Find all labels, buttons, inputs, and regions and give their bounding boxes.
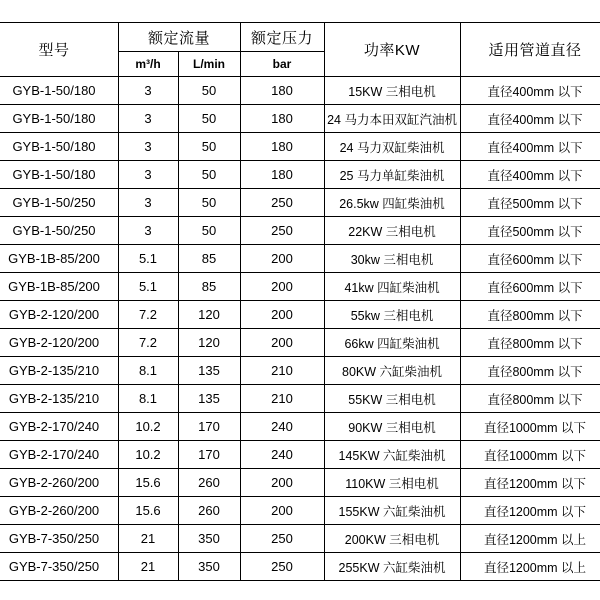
cell-flow-m3h: 8.1 [118, 385, 178, 413]
cell-diameter: 直径800mm 以下 [460, 301, 600, 329]
cell-flow-lmin: 260 [178, 497, 240, 525]
cell-model: GYB-1-50/180 [0, 77, 118, 105]
cell-flow-lmin: 85 [178, 245, 240, 273]
cell-flow-lmin: 170 [178, 413, 240, 441]
cell-diameter: 直径800mm 以下 [460, 329, 600, 357]
table-row [0, 385, 600, 413]
cell-pressure: 180 [240, 161, 324, 189]
cell-power: 110KW 三相电机 [324, 469, 460, 497]
cell-flow-lmin: 350 [178, 525, 240, 553]
table-row [0, 217, 600, 245]
cell-flow-lmin: 120 [178, 301, 240, 329]
cell-flow-lmin: 350 [178, 553, 240, 581]
cell-flow-m3h: 7.2 [118, 329, 178, 357]
header-power: 功率KW [324, 23, 460, 77]
cell-flow-m3h: 21 [118, 525, 178, 553]
cell-pressure: 250 [240, 217, 324, 245]
cell-flow-lmin: 50 [178, 105, 240, 133]
cell-power: 66kw 四缸柴油机 [324, 329, 460, 357]
table-row [0, 497, 600, 525]
table-row [0, 273, 600, 301]
cell-power: 22KW 三相电机 [324, 217, 460, 245]
cell-model: GYB-2-135/210 [0, 385, 118, 413]
cell-model: GYB-2-170/240 [0, 441, 118, 469]
header-flow: 额定流量 [118, 23, 240, 52]
cell-flow-m3h: 7.2 [118, 301, 178, 329]
cell-pressure: 250 [240, 525, 324, 553]
header-row-primary [0, 23, 600, 52]
table-row [0, 161, 600, 189]
cell-flow-lmin: 50 [178, 77, 240, 105]
cell-flow-m3h: 3 [118, 217, 178, 245]
cell-diameter: 直径400mm 以下 [460, 161, 600, 189]
cell-power: 55kw 三相电机 [324, 301, 460, 329]
cell-flow-lmin: 50 [178, 217, 240, 245]
table-body [0, 77, 600, 581]
cell-power: 155KW 六缸柴油机 [324, 497, 460, 525]
cell-model: GYB-2-135/210 [0, 357, 118, 385]
cell-power: 55KW 三相电机 [324, 385, 460, 413]
cell-power: 24 马力本田双缸汽油机 [324, 105, 460, 133]
cell-model: GYB-2-170/240 [0, 413, 118, 441]
cell-diameter: 直径400mm 以下 [460, 77, 600, 105]
cell-diameter: 直径600mm 以下 [460, 273, 600, 301]
cell-pressure: 240 [240, 413, 324, 441]
table-row [0, 245, 600, 273]
cell-diameter: 直径1000mm 以下 [460, 413, 600, 441]
cell-diameter: 直径500mm 以下 [460, 189, 600, 217]
cell-diameter: 直径400mm 以下 [460, 133, 600, 161]
cell-pressure: 210 [240, 357, 324, 385]
cell-flow-m3h: 3 [118, 161, 178, 189]
cell-model: GYB-1-50/180 [0, 105, 118, 133]
cell-power: 24 马力双缸柴油机 [324, 133, 460, 161]
cell-pressure: 180 [240, 105, 324, 133]
cell-flow-m3h: 8.1 [118, 357, 178, 385]
cell-model: GYB-7-350/250 [0, 525, 118, 553]
cell-model: GYB-1-50/250 [0, 189, 118, 217]
table-row [0, 189, 600, 217]
cell-flow-lmin: 135 [178, 385, 240, 413]
cell-diameter: 直径1200mm 以下 [460, 469, 600, 497]
cell-diameter: 直径800mm 以下 [460, 357, 600, 385]
cell-flow-m3h: 3 [118, 189, 178, 217]
cell-power: 30kw 三相电机 [324, 245, 460, 273]
specification-table [0, 22, 600, 581]
table-row [0, 329, 600, 357]
table-row [0, 357, 600, 385]
cell-flow-lmin: 260 [178, 469, 240, 497]
cell-model: GYB-2-120/200 [0, 301, 118, 329]
table-row [0, 413, 600, 441]
cell-model: GYB-2-120/200 [0, 329, 118, 357]
cell-flow-lmin: 50 [178, 161, 240, 189]
cell-model: GYB-7-350/250 [0, 553, 118, 581]
cell-flow-m3h: 3 [118, 105, 178, 133]
cell-pressure: 200 [240, 497, 324, 525]
cell-diameter: 直径400mm 以下 [460, 105, 600, 133]
cell-model: GYB-2-260/200 [0, 469, 118, 497]
header-diameter: 适用管道直径 [460, 23, 600, 77]
cell-power: 15KW 三相电机 [324, 77, 460, 105]
table-header [0, 23, 600, 77]
header-pressure-unit: bar [240, 52, 324, 77]
cell-pressure: 200 [240, 329, 324, 357]
cell-pressure: 180 [240, 133, 324, 161]
cell-power: 41kw 四缸柴油机 [324, 273, 460, 301]
table-row [0, 441, 600, 469]
cell-diameter: 直径800mm 以下 [460, 385, 600, 413]
cell-flow-m3h: 5.1 [118, 273, 178, 301]
cell-pressure: 200 [240, 273, 324, 301]
cell-pressure: 250 [240, 189, 324, 217]
cell-diameter: 直径500mm 以下 [460, 217, 600, 245]
cell-diameter: 直径1200mm 以下 [460, 497, 600, 525]
cell-power: 255KW 六缸柴油机 [324, 553, 460, 581]
table-row [0, 77, 600, 105]
cell-power: 200KW 三相电机 [324, 525, 460, 553]
cell-diameter: 直径1200mm 以上 [460, 553, 600, 581]
cell-flow-lmin: 120 [178, 329, 240, 357]
cell-power: 145KW 六缸柴油机 [324, 441, 460, 469]
table-row [0, 553, 600, 581]
cell-model: GYB-1B-85/200 [0, 273, 118, 301]
cell-flow-m3h: 10.2 [118, 413, 178, 441]
header-flow-m3h: m³/h [118, 52, 178, 77]
header-flow-lmin: L/min [178, 52, 240, 77]
cell-flow-lmin: 85 [178, 273, 240, 301]
table-row [0, 133, 600, 161]
cell-pressure: 210 [240, 385, 324, 413]
cell-flow-m3h: 21 [118, 553, 178, 581]
cell-model: GYB-2-260/200 [0, 497, 118, 525]
cell-flow-lmin: 135 [178, 357, 240, 385]
cell-pressure: 250 [240, 553, 324, 581]
header-model: 型号 [0, 23, 118, 77]
cell-pressure: 180 [240, 77, 324, 105]
cell-diameter: 直径600mm 以下 [460, 245, 600, 273]
cell-pressure: 240 [240, 441, 324, 469]
cell-power: 26.5kw 四缸柴油机 [324, 189, 460, 217]
cell-flow-m3h: 15.6 [118, 469, 178, 497]
table-row [0, 525, 600, 553]
table-row [0, 469, 600, 497]
cell-flow-lmin: 50 [178, 189, 240, 217]
cell-model: GYB-1-50/250 [0, 217, 118, 245]
cell-model: GYB-1-50/180 [0, 161, 118, 189]
cell-flow-m3h: 5.1 [118, 245, 178, 273]
cell-pressure: 200 [240, 245, 324, 273]
cell-diameter: 直径1200mm 以上 [460, 525, 600, 553]
cell-power: 90KW 三相电机 [324, 413, 460, 441]
cell-flow-lmin: 170 [178, 441, 240, 469]
cell-model: GYB-1-50/180 [0, 133, 118, 161]
cell-flow-m3h: 10.2 [118, 441, 178, 469]
cell-flow-m3h: 15.6 [118, 497, 178, 525]
table-row [0, 301, 600, 329]
cell-flow-m3h: 3 [118, 77, 178, 105]
cell-pressure: 200 [240, 469, 324, 497]
cell-flow-m3h: 3 [118, 133, 178, 161]
cell-model: GYB-1B-85/200 [0, 245, 118, 273]
cell-pressure: 200 [240, 301, 324, 329]
cell-power: 25 马力单缸柴油机 [324, 161, 460, 189]
cell-diameter: 直径1000mm 以下 [460, 441, 600, 469]
cell-flow-lmin: 50 [178, 133, 240, 161]
table-row [0, 105, 600, 133]
cell-power: 80KW 六缸柴油机 [324, 357, 460, 385]
header-pressure: 额定压力 [240, 23, 324, 52]
